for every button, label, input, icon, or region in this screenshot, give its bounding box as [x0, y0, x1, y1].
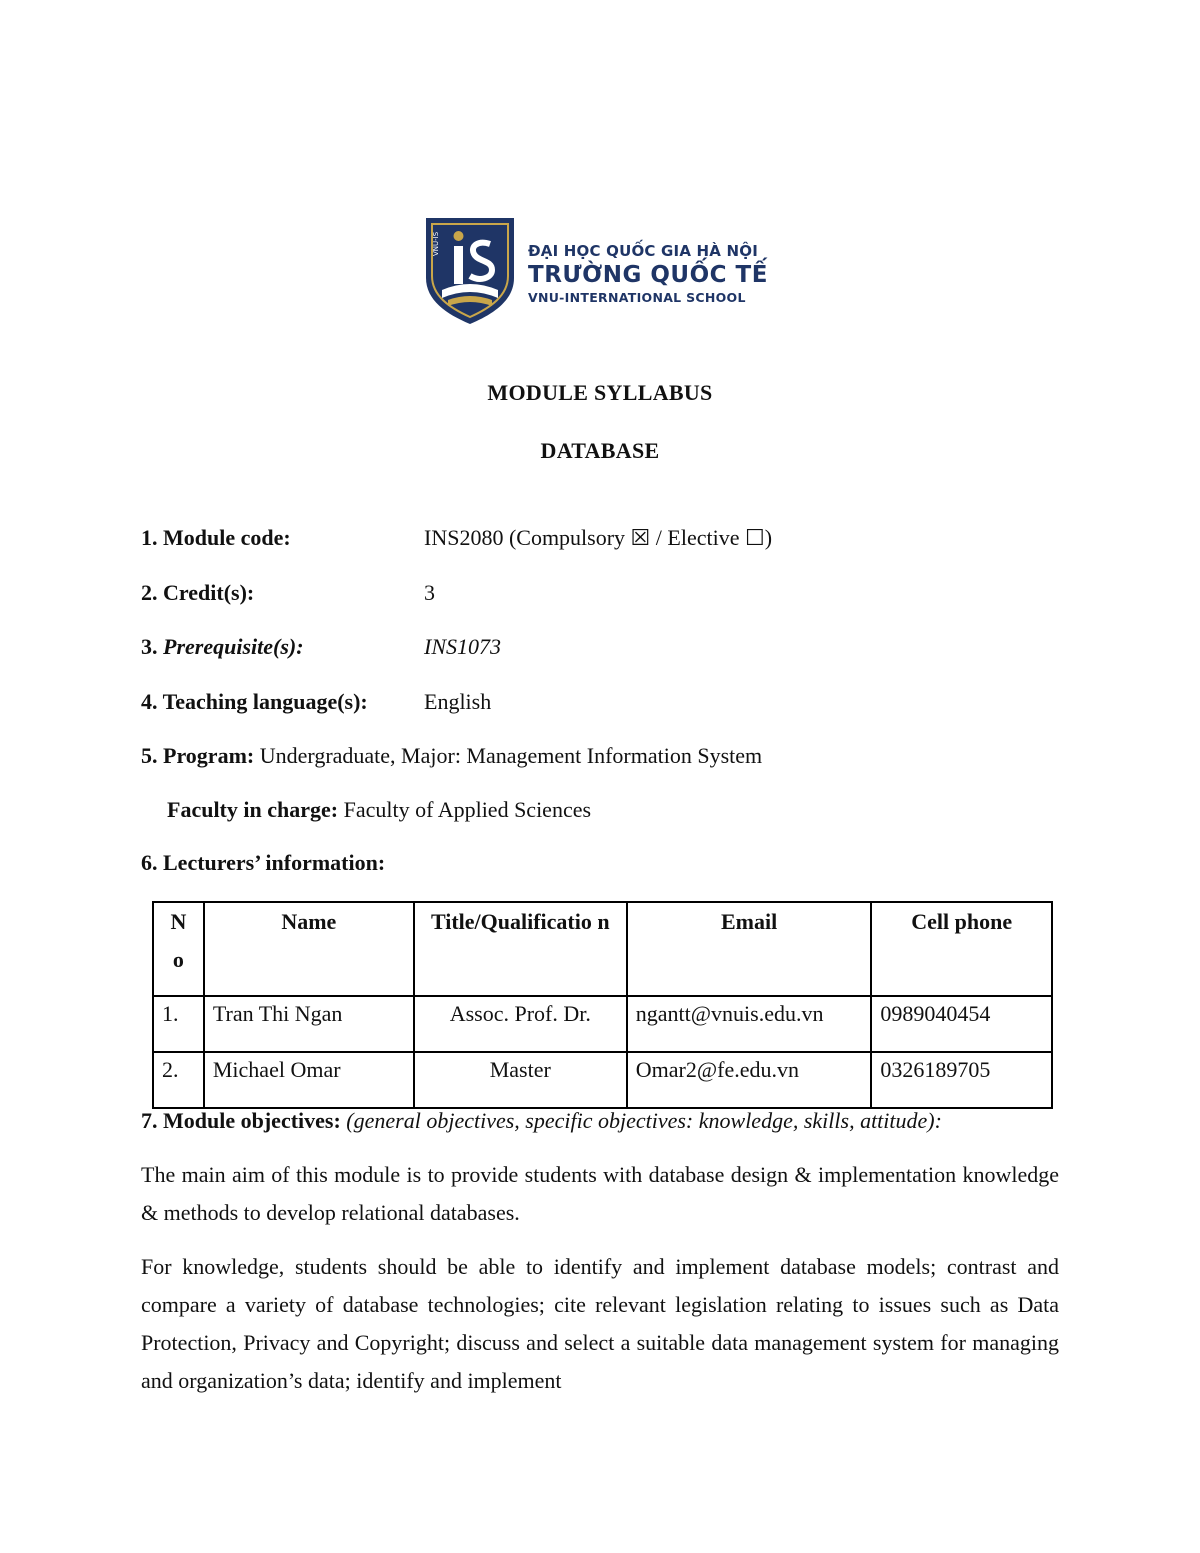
logo-wordmark [528, 242, 768, 305]
program-label: 5. Program: [141, 743, 255, 768]
teaching-language-value: English [424, 689, 492, 714]
lecturers-heading-row [141, 850, 385, 876]
faculty-value: Faculty of Applied Sciences [343, 797, 592, 822]
row-email: Omar2@fe.edu.vn [627, 1052, 872, 1108]
objectives-label: 7. Module objectives: [141, 1108, 341, 1133]
objectives-paragraph-1 [141, 1156, 1059, 1232]
shield-emblem-icon [424, 216, 516, 326]
logo-school-name: TRƯỜNG QUỐC TẾ [528, 262, 768, 288]
faculty-row [167, 797, 591, 823]
row-name: Michael Omar [204, 1052, 414, 1108]
program-row [141, 743, 762, 769]
module-name: DATABASE [540, 438, 660, 463]
row-no: 2. [153, 1052, 204, 1108]
header-no: N o [153, 902, 204, 996]
teaching-language-row [141, 689, 492, 715]
module-code-value: INS2080 (Compulsory ☒ / Elective ☐) [424, 525, 773, 550]
credits-label: 2. Credit(s): [141, 580, 255, 605]
module-code-row [141, 525, 773, 551]
faculty-label: Faculty in charge: [167, 797, 339, 822]
row-email: ngantt@vnuis.edu.vn [627, 996, 872, 1052]
prerequisites-label-number: 3. [141, 634, 163, 659]
objectives-paragraph-2 [141, 1248, 1059, 1400]
row-phone: 0326189705 [871, 1052, 1052, 1108]
credits-row [141, 580, 435, 606]
prerequisites-row [141, 634, 501, 660]
objectives-note: (general objectives, specific objectives: knowledge, skills, attitude): [346, 1108, 942, 1133]
row-title: Master [414, 1052, 627, 1108]
program-value: Undergraduate, Major: Management Information System [259, 743, 763, 768]
row-no: 1. [153, 996, 204, 1052]
document-title: MODULE SYLLABUS [487, 380, 713, 405]
row-title: Assoc. Prof. Dr. [414, 996, 627, 1052]
teaching-language-label: 4. Teaching language(s): [141, 689, 368, 714]
objectives-heading-row [141, 1108, 942, 1134]
header-email: Email [627, 902, 872, 996]
svg-text:VNU-IS: VNU-IS [432, 231, 440, 256]
table-row [153, 996, 1052, 1052]
header-name: Name [204, 902, 414, 996]
prerequisites-value: INS1073 [424, 634, 501, 659]
prerequisites-label: Prerequisite(s): [163, 634, 304, 659]
logo-university-name: ĐẠI HỌC QUỐC GIA HÀ NỘI [528, 242, 759, 260]
row-phone: 0989040454 [871, 996, 1052, 1052]
header-phone: Cell phone [871, 902, 1052, 996]
table-header-row [153, 902, 1052, 996]
credits-value: 3 [424, 580, 435, 605]
lecturers-table [152, 901, 1053, 1109]
header-title: Title/Qualificatio n [414, 902, 627, 996]
objectives-text-1: The main aim of this module is to provide students with database design & implementation knowledge & methods to develop relational databases. [141, 1162, 1059, 1225]
logo-school-english-name: VNU-INTERNATIONAL SCHOOL [528, 290, 746, 305]
module-code-label: 1. Module code: [141, 525, 291, 550]
table-row [153, 1052, 1052, 1108]
lecturers-heading: 6. Lecturers’ information: [141, 850, 386, 875]
school-logo [424, 216, 768, 328]
row-name: Tran Thi Ngan [204, 996, 414, 1052]
objectives-text-2: For knowledge, students should be able to identify and implement database models; contrast and compare a variety of database technologies; cite relevant legislation relating to issues such as Data Protection, Privacy and Copyright; discuss and select a suitable data management system for managing and organization’s data; identify and implement [141, 1254, 1059, 1393]
